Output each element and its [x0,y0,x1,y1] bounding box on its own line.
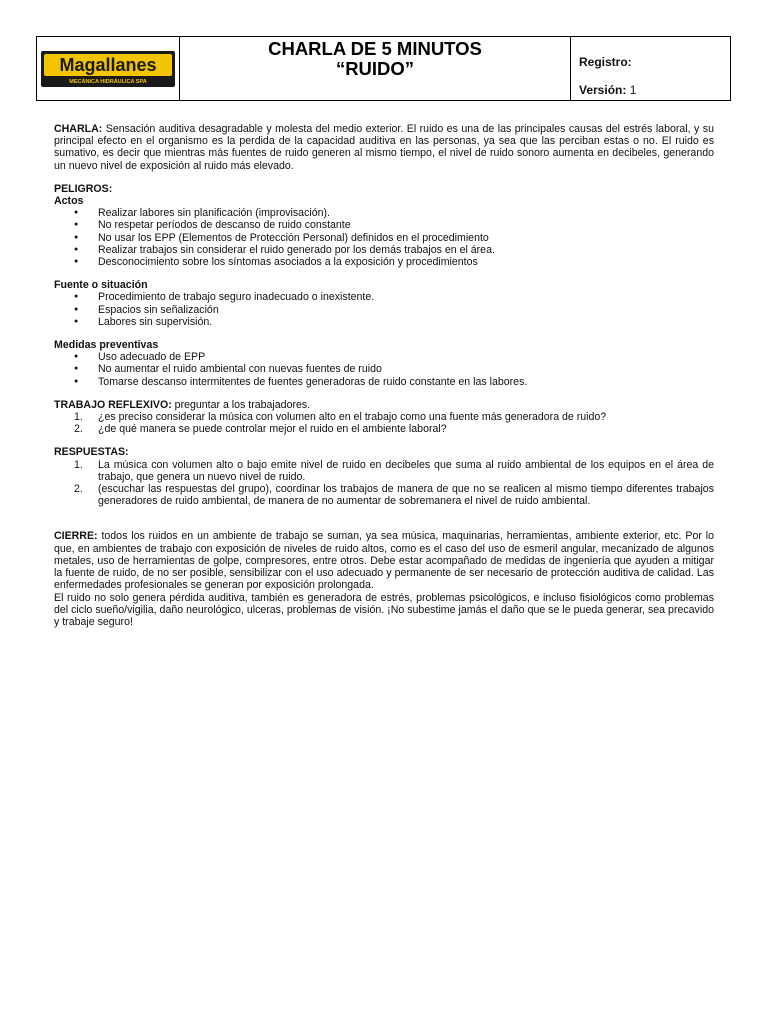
title-cell [180,37,571,100]
list-item: ● No usar los EPP (Elementos de Protección Personal) definidos en el procedimiento [54,232,714,244]
list-item: ● No respetar períodos de descanso de ruido constante [54,219,714,231]
version-label: Versión: [579,83,627,97]
actos-label: Actos [54,195,84,208]
preguntas-list [54,411,714,435]
list-item: ● Tomarse descanso intermitentes de fuentes generadoras de ruido constante en las labores. [54,376,714,388]
list-item [54,411,714,423]
medidas-list [54,351,714,388]
item-number: 2. [74,423,83,436]
doc-title: CHARLA DE 5 MINUTOS [268,38,482,59]
item-text: (escuchar las respuestas del grupo), coordinar los trabajos de manera de que no se realicen al mismo tiempo diferentes trabajos generadores de ruido ambiental, de manera de no aumentar de sobremanera el nivel de ruido ambiental. [98,483,714,508]
list-item [54,423,714,435]
logo-text: Magallanes [59,54,157,75]
list-item: ● Desconocimiento sobre los síntomas asociados a la exposición y procedimientos [54,256,714,268]
peligros-section [54,183,714,268]
list-item: ● Procedimiento de trabajo seguro inadecuado o inexistente. [54,291,714,303]
list-item: ● No aumentar el ruido ambiental con nuevas fuentes de ruido [54,363,714,375]
logo-subtext: MECÁNICA HIDRÁULICA SPA [69,78,147,85]
list-item: ● Realizar trabajos sin considerar el ruido generado por los demás trabajos en el área. [54,244,714,256]
medidas-label: Medidas preventivas [54,339,159,352]
cierre-paragraph-2: El ruido no solo genera pérdida auditiva, también es generadora de estrés, problemas psicológicos, e incluso fisiológicos como problemas del ciclo sueño/vigilia, daño neurológico, ulceras, problemas de visión. ¡No subestime jamás el daño que se le pueda generar, sea precavido y trabaje seguro! [54,591,714,628]
list-item: ● Realizar labores sin planificación (improvisación). [54,207,714,219]
item-text: ¿de qué manera se puede controlar mejor el ruido en el ambiente laboral? [98,423,447,436]
item-text: La música con volumen alto o bajo emite nivel de ruido en decibeles que suma al ruido ambiental de los equipos en el área de trabajo, que genera un nuevo nivel de ruido. [98,458,714,483]
list-item: ● Espacios sin señalización [54,304,714,316]
charla-text: Sensación auditiva desagradable y molesta del medio exterior. El ruido es una de las principales causas del estrés laboral, y su principal efecto en el organismo es la perdida de la capacidad auditiva en las personas, ya sea que las perciban estas o no. El ruido es sumativo, es decir que mientras más fuentes de ruido generen al mismo tiempo, el nivel de ruido sonoro aumenta en decibeles, generando un nuevo nivel de exposición al ruido más elevado. [54,123,714,172]
document-body [54,123,714,628]
cierre-label: CIERRE: [54,530,98,543]
logo-cell [37,37,180,100]
fuente-section [54,279,714,328]
cierre-section [54,530,714,628]
trabajo-heading [54,399,714,411]
document-header [36,36,731,101]
item-number: 1. [74,458,83,471]
list-item: ● Labores sin supervisión. [54,316,714,328]
medidas-section [54,339,714,388]
respuestas-section [54,446,714,507]
item-number: 2. [74,483,83,496]
respuestas-list [54,459,714,508]
trabajo-section [54,399,714,436]
registro-label: Registro: [579,55,632,69]
list-item [54,459,714,483]
list-item [54,483,714,507]
actos-list [54,207,714,268]
version-line [579,84,636,96]
fuente-list [54,291,714,328]
respuestas-label: RESPUESTAS: [54,446,129,459]
registro-line [579,56,632,68]
fuente-label: Fuente o situación [54,279,148,292]
cierre-text: todos los ruidos en un ambiente de trabajo se suman, ya sea música, maquinarias, herramientas, ambiente exterior, etc. Por lo que, en ambientes de trabajo con exposición de niveles de ruido altos, como es el caso del uso de esmeril angular, mecanizado de algunos metales, uso de herramientas de golpe, compresores, entre otros. Debe estar acompañado de medidas de ingeniería que ayuden a mitigar la fuente de ruido, de no ser posible, sensibilizar con el uso adecuado y permanente de ser necesario de protección auditiva de calidad. Las enfermedades profesionales se generan por exposición prolongada. [54,530,714,592]
list-item: ● Uso adecuado de EPP [54,351,714,363]
trabajo-text: preguntar a los trabajadores. [174,398,311,411]
version-value: 1 [629,83,637,97]
peligros-label: PELIGROS: [54,182,113,195]
registro-cell [571,37,730,100]
item-text: ¿es preciso considerar la música con volumen alto en el trabajo como una fuente más generadora de ruido? [98,411,607,424]
doc-subtitle: “RUIDO” [335,58,415,79]
charla-paragraph [54,123,714,172]
charla-label: CHARLA: [54,123,103,135]
magallanes-logo [41,51,175,87]
trabajo-label: TRABAJO REFLEXIVO: [54,398,172,411]
cierre-paragraph [54,530,714,591]
item-number: 1. [74,411,83,424]
